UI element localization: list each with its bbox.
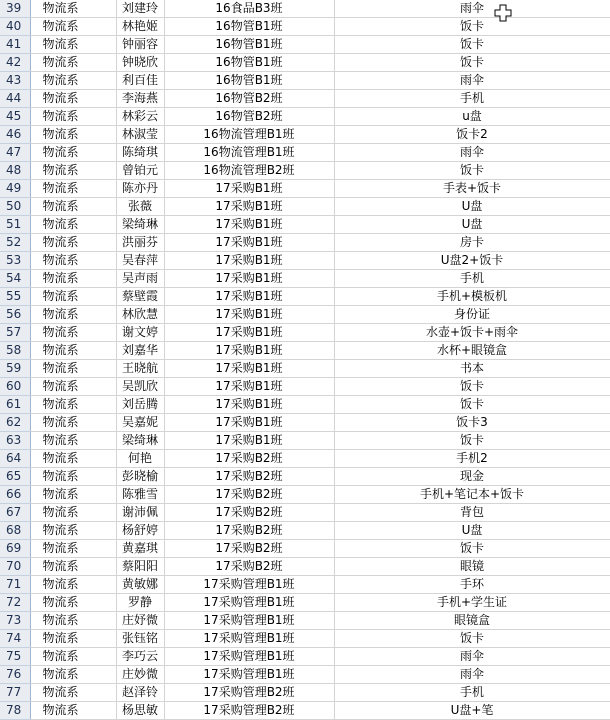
cell-item[interactable]: 手机+模板机 [334, 288, 610, 306]
cell-name[interactable]: 林彩云 [116, 108, 164, 126]
table-row [0, 324, 610, 342]
cell-class[interactable]: 17采购B1班 [164, 180, 334, 198]
cell-class[interactable]: 17采购B2班 [164, 540, 334, 558]
cell-name[interactable]: 庄妤微 [116, 612, 164, 630]
cell-name[interactable]: 梁绮琳 [116, 432, 164, 450]
cell-item[interactable]: 房卡 [334, 234, 610, 252]
cell-name[interactable]: 刘嘉华 [116, 342, 164, 360]
row-number[interactable]: 63 [0, 432, 30, 450]
cell-name[interactable]: 罗静 [116, 594, 164, 612]
table-row [0, 162, 610, 180]
cell-class[interactable]: 16物管B1班 [164, 72, 334, 90]
cell-class[interactable]: 16食品B3班 [164, 0, 334, 18]
cell-name[interactable]: 陈雅雪 [116, 486, 164, 504]
row-number[interactable]: 41 [0, 36, 30, 54]
cell-name[interactable]: 谢文婷 [116, 324, 164, 342]
cell-department[interactable]: 物流系 [30, 360, 116, 378]
cell-name[interactable]: 庄妙微 [116, 666, 164, 684]
cell-item[interactable]: 饭卡 [334, 432, 610, 450]
cell-name[interactable]: 钟晓欣 [116, 54, 164, 72]
cell-department[interactable]: 物流系 [30, 684, 116, 702]
cell-department[interactable]: 物流系 [30, 504, 116, 522]
table-row [0, 288, 610, 306]
cell-class[interactable]: 16物管B1班 [164, 18, 334, 36]
cell-department[interactable]: 物流系 [30, 594, 116, 612]
row-number[interactable]: 77 [0, 684, 30, 702]
cell-class[interactable]: 17采购管理B1班 [164, 594, 334, 612]
cell-name[interactable]: 张钰铭 [116, 630, 164, 648]
cell-class[interactable]: 16物流管理B1班 [164, 144, 334, 162]
row-number[interactable]: 66 [0, 486, 30, 504]
cell-item[interactable]: 饭卡3 [334, 414, 610, 432]
cell-class[interactable]: 17采购B1班 [164, 324, 334, 342]
cell-name[interactable]: 蔡阳阳 [116, 558, 164, 576]
cell-department[interactable]: 物流系 [30, 180, 116, 198]
table-row [0, 702, 610, 720]
row-number[interactable]: 48 [0, 162, 30, 180]
cell-item[interactable]: 雨伞 [334, 0, 610, 18]
cell-item[interactable]: 手机+学生证 [334, 594, 610, 612]
row-number[interactable]: 53 [0, 252, 30, 270]
table-row [0, 72, 610, 90]
cell-item[interactable]: 饭卡 [334, 18, 610, 36]
table-row [0, 558, 610, 576]
cell-class[interactable]: 17采购B1班 [164, 216, 334, 234]
row-number[interactable]: 39 [0, 0, 30, 18]
row-number[interactable]: 57 [0, 324, 30, 342]
cell-item[interactable]: 书本 [334, 360, 610, 378]
cell-department[interactable]: 物流系 [30, 270, 116, 288]
cell-name[interactable]: 杨舒婷 [116, 522, 164, 540]
row-number[interactable]: 70 [0, 558, 30, 576]
cell-department[interactable]: 物流系 [30, 378, 116, 396]
cell-class[interactable]: 17采购管理B2班 [164, 702, 334, 720]
cell-department[interactable]: 物流系 [30, 342, 116, 360]
table-row [0, 684, 610, 702]
table-row [0, 342, 610, 360]
row-number[interactable]: 71 [0, 576, 30, 594]
cell-name[interactable]: 吴声雨 [116, 270, 164, 288]
row-number[interactable]: 42 [0, 54, 30, 72]
cell-department[interactable]: 物流系 [30, 612, 116, 630]
cell-class[interactable]: 17采购B1班 [164, 342, 334, 360]
cell-department[interactable]: 物流系 [30, 324, 116, 342]
cell-class[interactable]: 17采购B2班 [164, 486, 334, 504]
cell-department[interactable]: 物流系 [30, 234, 116, 252]
row-number[interactable]: 43 [0, 72, 30, 90]
cell-class[interactable]: 16物管B2班 [164, 108, 334, 126]
row-number[interactable]: 68 [0, 522, 30, 540]
cell-department[interactable]: 物流系 [30, 486, 116, 504]
cell-name[interactable]: 蔡壁霞 [116, 288, 164, 306]
cell-name[interactable]: 杨思敏 [116, 702, 164, 720]
cell-name[interactable]: 陈亦丹 [116, 180, 164, 198]
cell-department[interactable]: 物流系 [30, 432, 116, 450]
cell-class[interactable]: 17采购B1班 [164, 198, 334, 216]
cell-class[interactable]: 16物流管理B2班 [164, 162, 334, 180]
cell-class[interactable]: 16物管B2班 [164, 90, 334, 108]
cell-item[interactable]: 饭卡 [334, 54, 610, 72]
cell-name[interactable]: 林欣慧 [116, 306, 164, 324]
cell-item[interactable]: 身份证 [334, 306, 610, 324]
table-row [0, 216, 610, 234]
table-row [0, 486, 610, 504]
table-row [0, 576, 610, 594]
row-number[interactable]: 50 [0, 198, 30, 216]
cell-item[interactable]: 水杯+眼镜盒 [334, 342, 610, 360]
cell-class[interactable]: 17采购B1班 [164, 234, 334, 252]
row-number[interactable]: 67 [0, 504, 30, 522]
cell-class[interactable]: 17采购B1班 [164, 270, 334, 288]
cell-name[interactable]: 彭晓榆 [116, 468, 164, 486]
row-number[interactable]: 61 [0, 396, 30, 414]
cell-class[interactable]: 17采购管理B1班 [164, 666, 334, 684]
cell-item[interactable]: 手机2 [334, 450, 610, 468]
cell-select-cross-icon [494, 4, 512, 22]
table-row [0, 144, 610, 162]
cell-name[interactable]: 李巧云 [116, 648, 164, 666]
cell-department[interactable]: 物流系 [30, 468, 116, 486]
cell-class[interactable]: 17采购B2班 [164, 468, 334, 486]
cell-department[interactable]: 物流系 [30, 18, 116, 36]
row-number[interactable]: 45 [0, 108, 30, 126]
row-number[interactable]: 76 [0, 666, 30, 684]
cell-name[interactable]: 刘建玲 [116, 0, 164, 18]
cell-class[interactable]: 17采购管理B1班 [164, 630, 334, 648]
cell-class[interactable]: 16物管B1班 [164, 36, 334, 54]
cell-name[interactable]: 谢沛佩 [116, 504, 164, 522]
cell-department[interactable]: 物流系 [30, 36, 116, 54]
cell-item[interactable]: 饭卡 [334, 36, 610, 54]
cell-item[interactable]: 现金 [334, 468, 610, 486]
cell-name[interactable]: 林艳姬 [116, 18, 164, 36]
cell-class[interactable]: 17采购B1班 [164, 252, 334, 270]
row-number[interactable]: 59 [0, 360, 30, 378]
cell-name[interactable]: 刘岳腾 [116, 396, 164, 414]
cell-name[interactable]: 利百佳 [116, 72, 164, 90]
table-row [0, 450, 610, 468]
cell-item[interactable]: 背包 [334, 504, 610, 522]
cell-name[interactable]: 曾铂元 [116, 162, 164, 180]
cell-department[interactable]: 物流系 [30, 522, 116, 540]
cell-department[interactable]: 物流系 [30, 414, 116, 432]
row-number[interactable]: 64 [0, 450, 30, 468]
table-row [0, 180, 610, 198]
cell-item[interactable]: u盘 [334, 108, 610, 126]
cell-class[interactable]: 17采购B1班 [164, 360, 334, 378]
cell-name[interactable]: 赵泽铃 [116, 684, 164, 702]
table-row [0, 18, 610, 36]
cell-class[interactable]: 17采购管理B2班 [164, 684, 334, 702]
table-row [0, 666, 610, 684]
cell-name[interactable]: 梁绮琳 [116, 216, 164, 234]
cell-item[interactable]: 饭卡 [334, 378, 610, 396]
cell-department[interactable]: 物流系 [30, 540, 116, 558]
cell-department[interactable]: 物流系 [30, 558, 116, 576]
row-number[interactable]: 60 [0, 378, 30, 396]
row-number[interactable]: 55 [0, 288, 30, 306]
row-number[interactable]: 69 [0, 540, 30, 558]
table-row [0, 522, 610, 540]
row-number[interactable]: 44 [0, 90, 30, 108]
cell-department[interactable]: 物流系 [30, 144, 116, 162]
cell-item[interactable]: U盘 [334, 198, 610, 216]
cell-name[interactable]: 何艳 [116, 450, 164, 468]
row-number[interactable]: 72 [0, 594, 30, 612]
row-number[interactable]: 40 [0, 18, 30, 36]
row-number[interactable]: 54 [0, 270, 30, 288]
cell-class[interactable]: 17采购B1班 [164, 378, 334, 396]
cell-name[interactable]: 洪丽芬 [116, 234, 164, 252]
cell-class[interactable]: 17采购B1班 [164, 288, 334, 306]
cell-item[interactable]: 手机 [334, 684, 610, 702]
row-number[interactable]: 73 [0, 612, 30, 630]
cell-department[interactable]: 物流系 [30, 306, 116, 324]
table-row [0, 396, 610, 414]
table-row [0, 306, 610, 324]
cell-class[interactable]: 17采购管理B1班 [164, 612, 334, 630]
table-row [0, 126, 610, 144]
cell-item[interactable]: 手表+饭卡 [334, 180, 610, 198]
cell-department[interactable]: 物流系 [30, 0, 116, 18]
table-row [0, 252, 610, 270]
table-row [0, 414, 610, 432]
cell-item[interactable]: 眼镜 [334, 558, 610, 576]
cell-item[interactable]: 饭卡 [334, 540, 610, 558]
cell-class[interactable]: 17采购B1班 [164, 396, 334, 414]
table-row [0, 468, 610, 486]
row-number[interactable]: 47 [0, 144, 30, 162]
cell-class[interactable]: 17采购管理B1班 [164, 648, 334, 666]
cell-item[interactable]: 水壶+饭卡+雨伞 [334, 324, 610, 342]
row-number[interactable]: 75 [0, 648, 30, 666]
cell-class[interactable]: 17采购B2班 [164, 558, 334, 576]
table-row [0, 270, 610, 288]
table-row [0, 108, 610, 126]
cell-class[interactable]: 17采购B2班 [164, 522, 334, 540]
table-row [0, 612, 610, 630]
cell-department[interactable]: 物流系 [30, 630, 116, 648]
cell-department[interactable]: 物流系 [30, 702, 116, 720]
cell-department[interactable]: 物流系 [30, 666, 116, 684]
cell-item[interactable]: 雨伞 [334, 666, 610, 684]
row-number[interactable]: 52 [0, 234, 30, 252]
cell-class[interactable]: 16物管B1班 [164, 54, 334, 72]
cell-department[interactable]: 物流系 [30, 90, 116, 108]
cell-department[interactable]: 物流系 [30, 54, 116, 72]
cell-class[interactable]: 16物流管理B1班 [164, 126, 334, 144]
table-row [0, 540, 610, 558]
cell-department[interactable]: 物流系 [30, 396, 116, 414]
cell-name[interactable]: 钟丽容 [116, 36, 164, 54]
row-number[interactable]: 58 [0, 342, 30, 360]
cell-item[interactable]: 雨伞 [334, 144, 610, 162]
cell-class[interactable]: 17采购管理B1班 [164, 576, 334, 594]
cell-class[interactable]: 17采购B2班 [164, 504, 334, 522]
cell-class[interactable]: 17采购B1班 [164, 432, 334, 450]
table-row [0, 90, 610, 108]
cell-department[interactable]: 物流系 [30, 576, 116, 594]
cell-department[interactable]: 物流系 [30, 648, 116, 666]
cell-department[interactable]: 物流系 [30, 108, 116, 126]
row-number[interactable]: 62 [0, 414, 30, 432]
cell-name[interactable]: 张薇 [116, 198, 164, 216]
cell-item[interactable]: 饭卡 [334, 396, 610, 414]
table-row [0, 234, 610, 252]
cell-department[interactable]: 物流系 [30, 126, 116, 144]
cell-name[interactable]: 王晓航 [116, 360, 164, 378]
row-number[interactable]: 56 [0, 306, 30, 324]
table-row [0, 648, 610, 666]
row-number[interactable]: 49 [0, 180, 30, 198]
cell-name[interactable]: 黄敏娜 [116, 576, 164, 594]
cell-class[interactable]: 17采购B2班 [164, 450, 334, 468]
table-row [0, 0, 610, 18]
cell-department[interactable]: 物流系 [30, 216, 116, 234]
table-row [0, 378, 610, 396]
row-number[interactable]: 78 [0, 702, 30, 720]
row-number[interactable]: 65 [0, 468, 30, 486]
cell-class[interactable]: 17采购B1班 [164, 414, 334, 432]
table-row [0, 504, 610, 522]
cell-name[interactable]: 吴春萍 [116, 252, 164, 270]
cell-department[interactable]: 物流系 [30, 252, 116, 270]
cell-item[interactable]: 饭卡2 [334, 126, 610, 144]
cell-name[interactable]: 林淑莹 [116, 126, 164, 144]
table-row [0, 594, 610, 612]
table-row [0, 432, 610, 450]
cell-department[interactable]: 物流系 [30, 450, 116, 468]
cell-item[interactable]: 手机 [334, 270, 610, 288]
cell-name[interactable]: 李海燕 [116, 90, 164, 108]
cell-item[interactable]: 雨伞 [334, 648, 610, 666]
cell-item[interactable]: U盘 [334, 216, 610, 234]
cell-name[interactable]: 吴嘉妮 [116, 414, 164, 432]
cell-item[interactable]: 雨伞 [334, 72, 610, 90]
cell-department[interactable]: 物流系 [30, 288, 116, 306]
cell-item[interactable]: 饭卡 [334, 162, 610, 180]
cell-item[interactable]: 手机 [334, 90, 610, 108]
table-row [0, 630, 610, 648]
table-row [0, 198, 610, 216]
cell-name[interactable]: 吴凯欣 [116, 378, 164, 396]
table-row [0, 360, 610, 378]
table-row [0, 54, 610, 72]
cell-class[interactable]: 17采购B1班 [164, 306, 334, 324]
cell-department[interactable]: 物流系 [30, 162, 116, 180]
cell-item[interactable]: 手环 [334, 576, 610, 594]
cell-item[interactable]: 饭卡 [334, 630, 610, 648]
cell-department[interactable]: 物流系 [30, 198, 116, 216]
cell-name[interactable]: 陈绮琪 [116, 144, 164, 162]
cell-department[interactable]: 物流系 [30, 72, 116, 90]
cell-item[interactable]: U盘2+饭卡 [334, 252, 610, 270]
row-number[interactable]: 51 [0, 216, 30, 234]
cell-item[interactable]: 眼镜盒 [334, 612, 610, 630]
cell-item[interactable]: U盘+笔 [334, 702, 610, 720]
row-number[interactable]: 46 [0, 126, 30, 144]
row-number[interactable]: 74 [0, 630, 30, 648]
cell-name[interactable]: 黄嘉琪 [116, 540, 164, 558]
table-row [0, 36, 610, 54]
cell-item[interactable]: 手机+笔记本+饭卡 [334, 486, 610, 504]
cell-item[interactable]: U盘 [334, 522, 610, 540]
